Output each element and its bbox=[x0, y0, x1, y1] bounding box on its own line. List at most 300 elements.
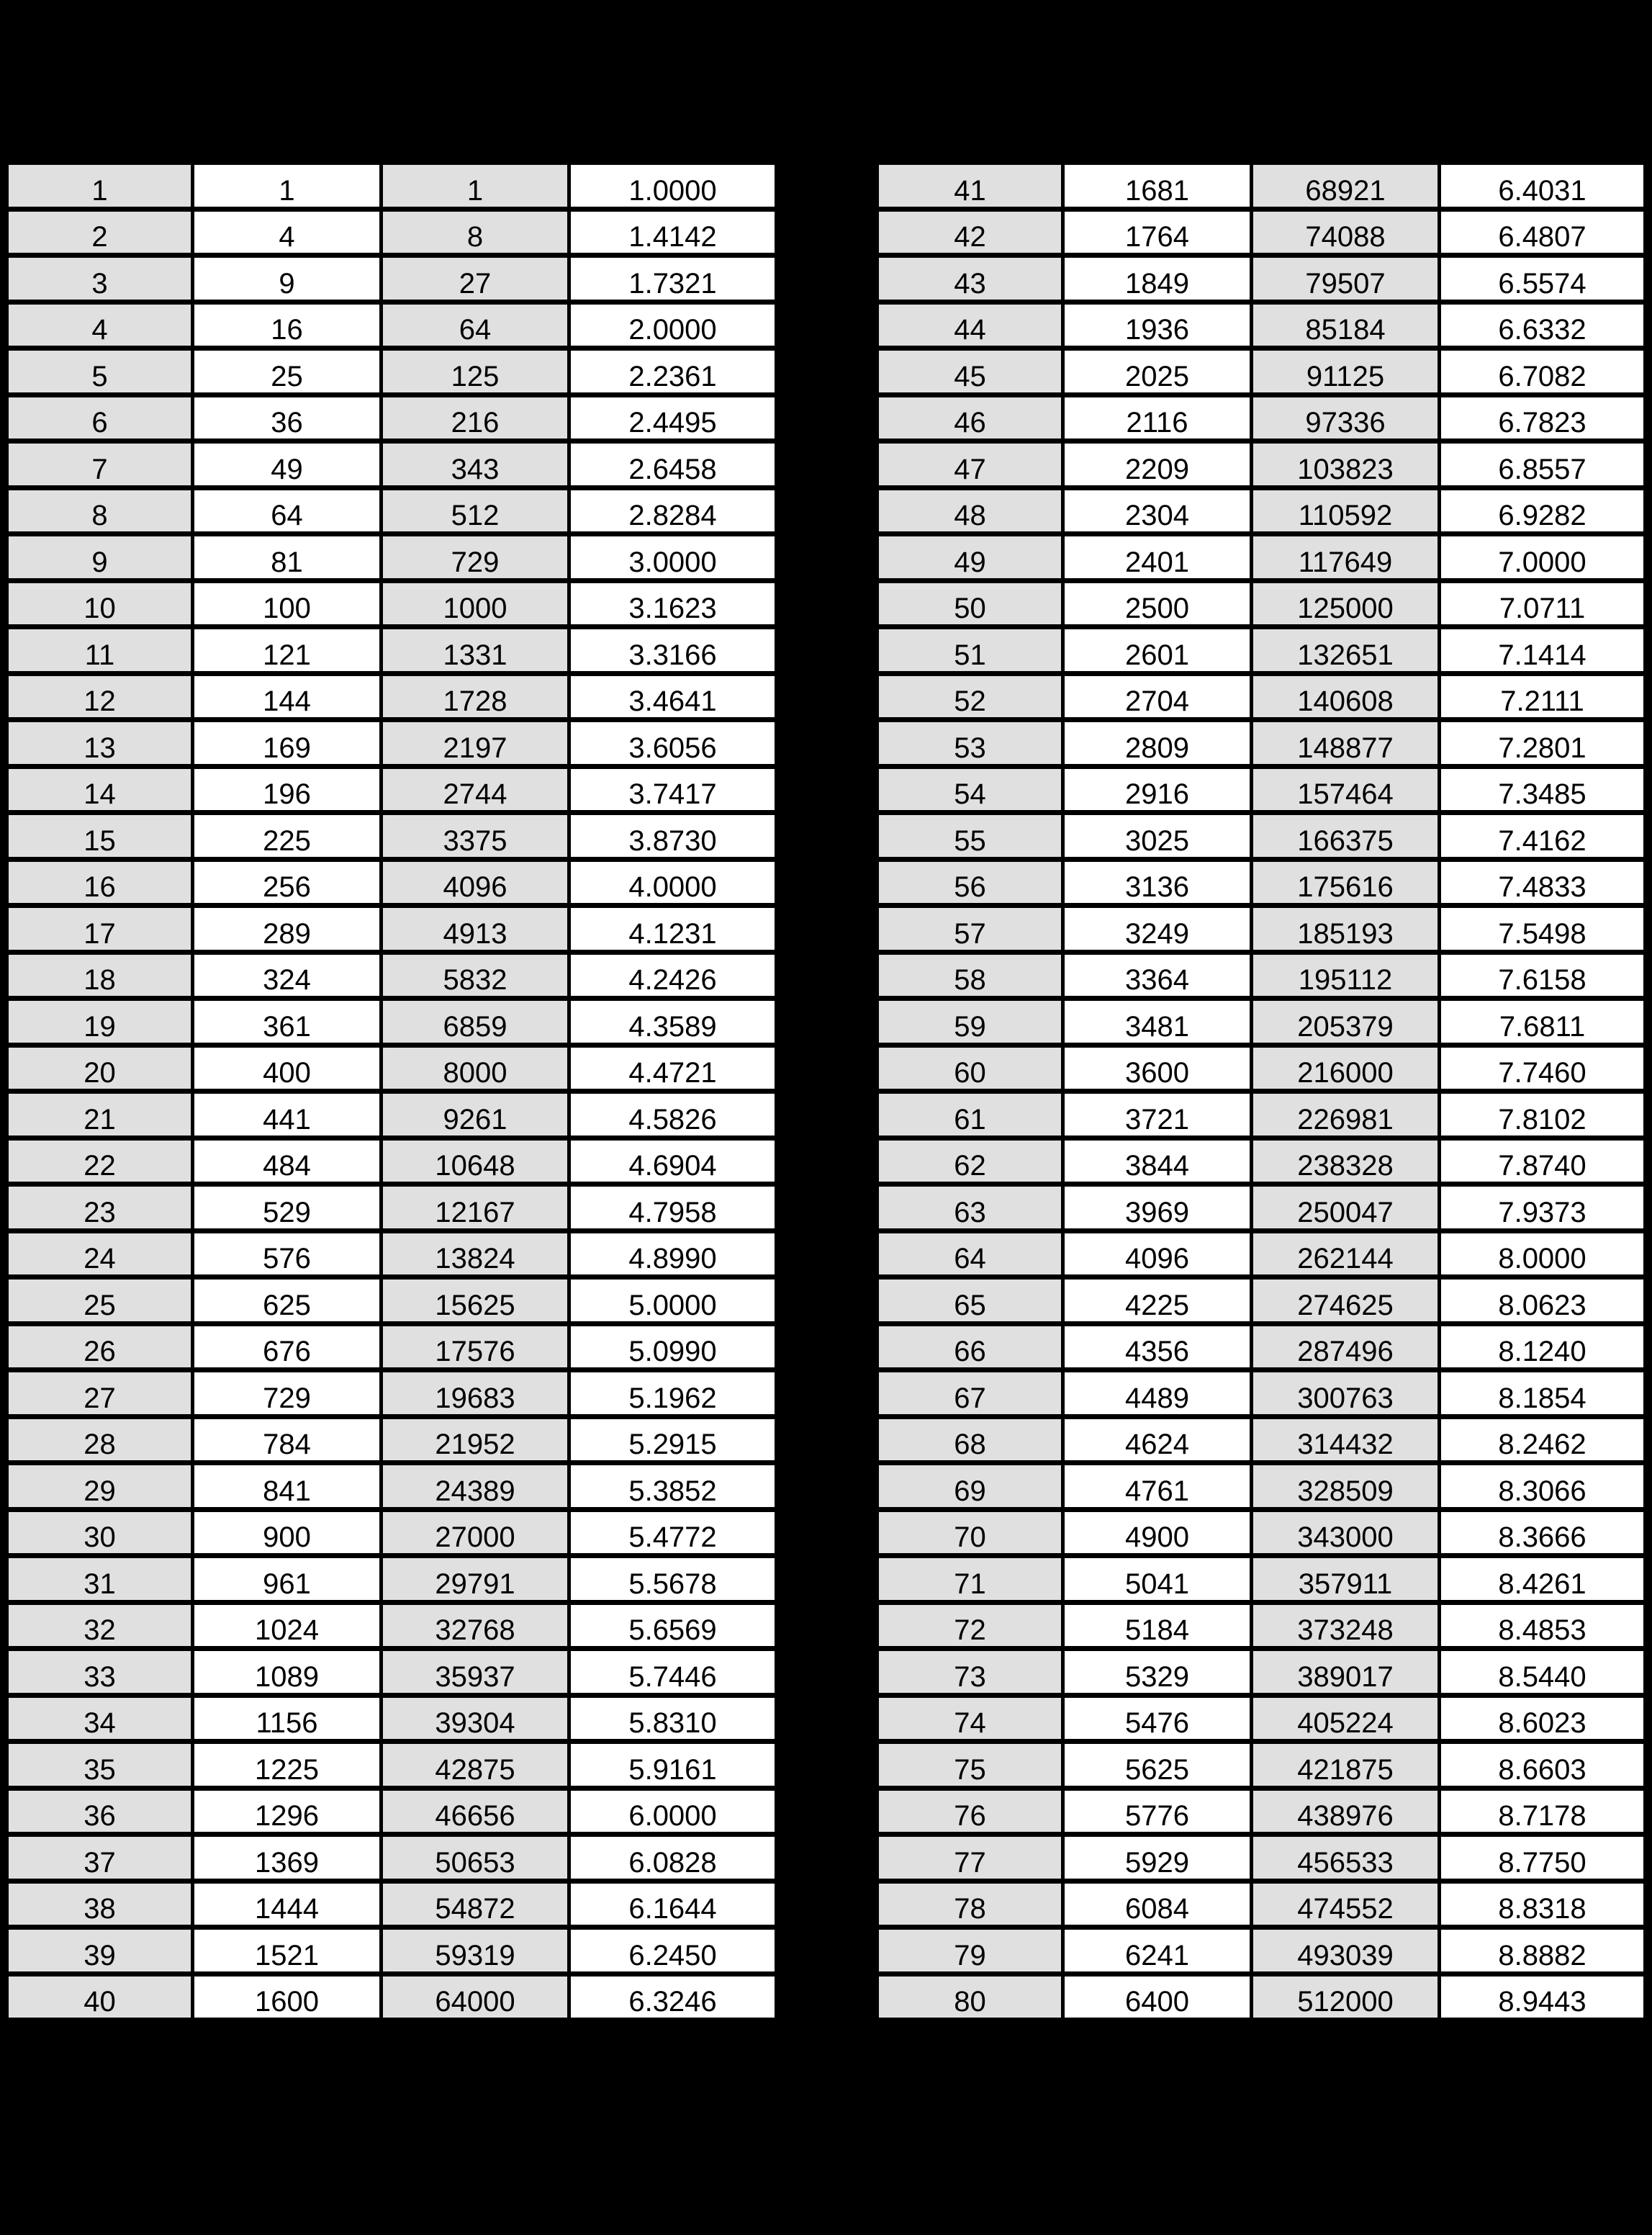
cell-n-cubed: 39304 bbox=[382, 1695, 569, 1742]
cell-n-cubed: 21952 bbox=[382, 1416, 569, 1463]
cell-n: 57 bbox=[877, 906, 1063, 953]
cell-sqrt-n: 7.1414 bbox=[1440, 627, 1646, 674]
cell-n: 60 bbox=[877, 1045, 1063, 1092]
table-row bbox=[7, 673, 777, 720]
cell-n-cubed: 512000 bbox=[1252, 1974, 1440, 2020]
cell-sqrt-n: 8.7750 bbox=[1440, 1835, 1646, 1881]
table-row bbox=[7, 1323, 777, 1370]
cell-n-cubed: 64000 bbox=[382, 1974, 569, 2020]
cell-n-squared: 1444 bbox=[193, 1881, 382, 1928]
cell-n-cubed: 46656 bbox=[382, 1788, 569, 1835]
table-numbers-41-80 bbox=[875, 160, 1647, 2023]
cell-n: 64 bbox=[877, 1231, 1063, 1277]
cell-sqrt-n: 5.8310 bbox=[569, 1695, 777, 1742]
table-row bbox=[877, 487, 1646, 534]
cell-n-squared: 4761 bbox=[1063, 1463, 1252, 1510]
table-numbers-1-40 bbox=[5, 160, 778, 2023]
cell-n: 5 bbox=[7, 348, 193, 395]
cell-n-squared: 900 bbox=[193, 1509, 382, 1556]
cell-n-squared: 1225 bbox=[193, 1742, 382, 1789]
table-row bbox=[877, 209, 1646, 256]
cell-sqrt-n: 6.9282 bbox=[1440, 487, 1646, 534]
cell-sqrt-n: 8.1854 bbox=[1440, 1370, 1646, 1417]
cell-n-cubed: 2197 bbox=[382, 720, 569, 767]
cell-sqrt-n: 4.3589 bbox=[569, 999, 777, 1045]
cell-n: 20 bbox=[7, 1045, 193, 1092]
cell-n-cubed: 29791 bbox=[382, 1556, 569, 1603]
cell-n-squared: 144 bbox=[193, 673, 382, 720]
cell-sqrt-n: 7.0000 bbox=[1440, 534, 1646, 581]
cell-sqrt-n: 4.5826 bbox=[569, 1092, 777, 1138]
table-row bbox=[877, 441, 1646, 488]
cell-sqrt-n: 8.8882 bbox=[1440, 1928, 1646, 1974]
cell-n-cubed: 35937 bbox=[382, 1649, 569, 1696]
cell-n-squared: 196 bbox=[193, 766, 382, 813]
table-row bbox=[7, 1277, 777, 1324]
cell-n-cubed: 300763 bbox=[1252, 1370, 1440, 1417]
table-row bbox=[7, 1370, 777, 1417]
table-row bbox=[7, 1695, 777, 1742]
cell-n: 9 bbox=[7, 534, 193, 581]
table-row bbox=[877, 1974, 1646, 2020]
cell-n: 10 bbox=[7, 580, 193, 627]
table-row bbox=[7, 1138, 777, 1184]
cell-n-squared: 36 bbox=[193, 395, 382, 441]
cell-n-squared: 289 bbox=[193, 906, 382, 953]
cell-n-cubed: 59319 bbox=[382, 1928, 569, 1974]
cell-n-cubed: 474552 bbox=[1252, 1881, 1440, 1928]
table-row bbox=[7, 1974, 777, 2020]
cell-n-squared: 729 bbox=[193, 1370, 382, 1417]
cell-n-squared: 169 bbox=[193, 720, 382, 767]
cell-n-squared: 81 bbox=[193, 534, 382, 581]
cell-n-cubed: 1331 bbox=[382, 627, 569, 674]
table-row bbox=[877, 1370, 1646, 1417]
cell-n: 50 bbox=[877, 580, 1063, 627]
cell-n-squared: 441 bbox=[193, 1092, 382, 1138]
cell-sqrt-n: 8.4261 bbox=[1440, 1556, 1646, 1603]
cell-n-cubed: 24389 bbox=[382, 1463, 569, 1510]
cell-n-squared: 2025 bbox=[1063, 348, 1252, 395]
table-row bbox=[877, 1231, 1646, 1277]
cell-n-cubed: 1 bbox=[382, 163, 569, 210]
table-row bbox=[7, 1602, 777, 1649]
cell-sqrt-n: 1.0000 bbox=[569, 163, 777, 210]
cell-sqrt-n: 4.8990 bbox=[569, 1231, 777, 1277]
table-row bbox=[877, 813, 1646, 860]
table-row bbox=[877, 627, 1646, 674]
table-row bbox=[7, 302, 777, 348]
table-row bbox=[877, 766, 1646, 813]
cell-n: 26 bbox=[7, 1323, 193, 1370]
cell-n-squared: 3249 bbox=[1063, 906, 1252, 953]
cell-n-cubed: 1728 bbox=[382, 673, 569, 720]
cell-n-cubed: 140608 bbox=[1252, 673, 1440, 720]
cell-n: 51 bbox=[877, 627, 1063, 674]
cell-sqrt-n: 3.4641 bbox=[569, 673, 777, 720]
cell-sqrt-n: 8.3066 bbox=[1440, 1463, 1646, 1510]
cell-sqrt-n: 2.2361 bbox=[569, 348, 777, 395]
cell-n-squared: 3969 bbox=[1063, 1184, 1252, 1231]
cell-n-squared: 2809 bbox=[1063, 720, 1252, 767]
cell-n-cubed: 110592 bbox=[1252, 487, 1440, 534]
cell-n: 38 bbox=[7, 1881, 193, 1928]
cell-n-squared: 5625 bbox=[1063, 1742, 1252, 1789]
cell-n: 69 bbox=[877, 1463, 1063, 1510]
table-row bbox=[877, 534, 1646, 581]
cell-n: 16 bbox=[7, 859, 193, 906]
cell-n-squared: 361 bbox=[193, 999, 382, 1045]
cell-n-cubed: 54872 bbox=[382, 1881, 569, 1928]
cell-n: 14 bbox=[7, 766, 193, 813]
cell-n: 80 bbox=[877, 1974, 1063, 2020]
table-row bbox=[7, 580, 777, 627]
cell-n: 49 bbox=[877, 534, 1063, 581]
cell-n-cubed: 438976 bbox=[1252, 1788, 1440, 1835]
cell-n: 35 bbox=[7, 1742, 193, 1789]
cell-sqrt-n: 8.0000 bbox=[1440, 1231, 1646, 1277]
cell-n: 17 bbox=[7, 906, 193, 953]
cell-n: 63 bbox=[877, 1184, 1063, 1231]
table-row bbox=[7, 1184, 777, 1231]
table-row bbox=[877, 1742, 1646, 1789]
cell-sqrt-n: 8.1240 bbox=[1440, 1323, 1646, 1370]
table-row bbox=[7, 487, 777, 534]
cell-sqrt-n: 5.2915 bbox=[569, 1416, 777, 1463]
cell-sqrt-n: 6.4807 bbox=[1440, 209, 1646, 256]
cell-sqrt-n: 1.4142 bbox=[569, 209, 777, 256]
cell-sqrt-n: 6.0828 bbox=[569, 1835, 777, 1881]
cell-sqrt-n: 1.7321 bbox=[569, 256, 777, 302]
cell-n-cubed: 27000 bbox=[382, 1509, 569, 1556]
table-row bbox=[877, 673, 1646, 720]
cell-n-cubed: 389017 bbox=[1252, 1649, 1440, 1696]
cell-n: 24 bbox=[7, 1231, 193, 1277]
cell-n-squared: 784 bbox=[193, 1416, 382, 1463]
cell-n-squared: 529 bbox=[193, 1184, 382, 1231]
table-row bbox=[7, 1649, 777, 1696]
cell-n: 62 bbox=[877, 1138, 1063, 1184]
cell-sqrt-n: 4.6904 bbox=[569, 1138, 777, 1184]
cell-n-cubed: 373248 bbox=[1252, 1602, 1440, 1649]
table-row bbox=[7, 256, 777, 302]
cell-n: 41 bbox=[877, 163, 1063, 210]
cell-n-squared: 961 bbox=[193, 1556, 382, 1603]
table-row bbox=[7, 1231, 777, 1277]
table-row bbox=[877, 348, 1646, 395]
cell-sqrt-n: 2.6458 bbox=[569, 441, 777, 488]
cell-n-cubed: 405224 bbox=[1252, 1695, 1440, 1742]
cell-n-squared: 6241 bbox=[1063, 1928, 1252, 1974]
cell-n: 72 bbox=[877, 1602, 1063, 1649]
table-row bbox=[7, 766, 777, 813]
cell-n-cubed: 68921 bbox=[1252, 163, 1440, 210]
cell-n-squared: 256 bbox=[193, 859, 382, 906]
cell-n-cubed: 421875 bbox=[1252, 1742, 1440, 1789]
cell-n-cubed: 238328 bbox=[1252, 1138, 1440, 1184]
cell-sqrt-n: 5.0000 bbox=[569, 1277, 777, 1324]
table-row bbox=[877, 1092, 1646, 1138]
cell-sqrt-n: 3.0000 bbox=[569, 534, 777, 581]
cell-n-squared: 5184 bbox=[1063, 1602, 1252, 1649]
table-row bbox=[7, 1045, 777, 1092]
cell-sqrt-n: 7.7460 bbox=[1440, 1045, 1646, 1092]
cell-sqrt-n: 7.2801 bbox=[1440, 720, 1646, 767]
cell-n: 12 bbox=[7, 673, 193, 720]
cell-n-squared: 2704 bbox=[1063, 673, 1252, 720]
table-row bbox=[7, 999, 777, 1045]
cell-n-squared: 121 bbox=[193, 627, 382, 674]
cell-n: 79 bbox=[877, 1928, 1063, 1974]
cell-sqrt-n: 6.8557 bbox=[1440, 441, 1646, 488]
cell-n-squared: 400 bbox=[193, 1045, 382, 1092]
cell-n-cubed: 42875 bbox=[382, 1742, 569, 1789]
cell-n-cubed: 250047 bbox=[1252, 1184, 1440, 1231]
cell-n: 6 bbox=[7, 395, 193, 441]
cell-n-cubed: 328509 bbox=[1252, 1463, 1440, 1510]
cell-n-cubed: 17576 bbox=[382, 1323, 569, 1370]
cell-n: 53 bbox=[877, 720, 1063, 767]
cell-n-cubed: 166375 bbox=[1252, 813, 1440, 860]
cell-sqrt-n: 6.0000 bbox=[569, 1788, 777, 1835]
cell-n-squared: 324 bbox=[193, 952, 382, 999]
cell-n-squared: 4489 bbox=[1063, 1370, 1252, 1417]
cell-sqrt-n: 8.2462 bbox=[1440, 1416, 1646, 1463]
cell-n: 40 bbox=[7, 1974, 193, 2020]
tables-container bbox=[5, 160, 1647, 2023]
cell-n-squared: 1849 bbox=[1063, 256, 1252, 302]
cell-n: 61 bbox=[877, 1092, 1063, 1138]
cell-n-squared: 100 bbox=[193, 580, 382, 627]
cell-n: 75 bbox=[877, 1742, 1063, 1789]
table-row bbox=[7, 395, 777, 441]
cell-n-cubed: 729 bbox=[382, 534, 569, 581]
cell-sqrt-n: 8.0623 bbox=[1440, 1277, 1646, 1324]
cell-n-squared: 2116 bbox=[1063, 395, 1252, 441]
table-row bbox=[877, 1416, 1646, 1463]
cell-sqrt-n: 6.3246 bbox=[569, 1974, 777, 2020]
cell-n-cubed: 8 bbox=[382, 209, 569, 256]
table-row bbox=[7, 348, 777, 395]
cell-sqrt-n: 5.6569 bbox=[569, 1602, 777, 1649]
cell-sqrt-n: 5.0990 bbox=[569, 1323, 777, 1370]
table-row bbox=[877, 999, 1646, 1045]
cell-n-squared: 576 bbox=[193, 1231, 382, 1277]
table-row bbox=[877, 1602, 1646, 1649]
table-row bbox=[7, 1463, 777, 1510]
cell-sqrt-n: 6.4031 bbox=[1440, 163, 1646, 210]
cell-n: 46 bbox=[877, 395, 1063, 441]
cell-n: 55 bbox=[877, 813, 1063, 860]
cell-n-cubed: 91125 bbox=[1252, 348, 1440, 395]
cell-n-cubed: 79507 bbox=[1252, 256, 1440, 302]
cell-sqrt-n: 7.6158 bbox=[1440, 952, 1646, 999]
table-row bbox=[877, 1928, 1646, 1974]
table-row bbox=[7, 441, 777, 488]
cell-n-squared: 6400 bbox=[1063, 1974, 1252, 2020]
cell-sqrt-n: 4.1231 bbox=[569, 906, 777, 953]
table-row bbox=[877, 859, 1646, 906]
cell-n-squared: 3600 bbox=[1063, 1045, 1252, 1092]
cell-n-cubed: 3375 bbox=[382, 813, 569, 860]
cell-n-squared: 841 bbox=[193, 1463, 382, 1510]
cell-n: 58 bbox=[877, 952, 1063, 999]
cell-n-cubed: 216 bbox=[382, 395, 569, 441]
cell-sqrt-n: 2.8284 bbox=[569, 487, 777, 534]
cell-n-squared: 1156 bbox=[193, 1695, 382, 1742]
cell-n-squared: 4900 bbox=[1063, 1509, 1252, 1556]
table-row bbox=[877, 302, 1646, 348]
cell-sqrt-n: 6.7082 bbox=[1440, 348, 1646, 395]
cell-n-squared: 4356 bbox=[1063, 1323, 1252, 1370]
cell-n-cubed: 1000 bbox=[382, 580, 569, 627]
cell-n-cubed: 493039 bbox=[1252, 1928, 1440, 1974]
cell-n: 65 bbox=[877, 1277, 1063, 1324]
cell-n: 39 bbox=[7, 1928, 193, 1974]
cell-n: 11 bbox=[7, 627, 193, 674]
cell-sqrt-n: 4.7958 bbox=[569, 1184, 777, 1231]
table-row bbox=[877, 1556, 1646, 1603]
cell-n-cubed: 216000 bbox=[1252, 1045, 1440, 1092]
header-band bbox=[0, 0, 1652, 160]
cell-sqrt-n: 8.8318 bbox=[1440, 1881, 1646, 1928]
cell-n: 56 bbox=[877, 859, 1063, 906]
cell-sqrt-n: 7.4162 bbox=[1440, 813, 1646, 860]
cell-n: 32 bbox=[7, 1602, 193, 1649]
cell-n: 28 bbox=[7, 1416, 193, 1463]
cell-n: 54 bbox=[877, 766, 1063, 813]
table-row bbox=[7, 1416, 777, 1463]
cell-sqrt-n: 4.0000 bbox=[569, 859, 777, 906]
cell-n-cubed: 64 bbox=[382, 302, 569, 348]
cell-n-squared: 484 bbox=[193, 1138, 382, 1184]
cell-n-squared: 1024 bbox=[193, 1602, 382, 1649]
cell-n-cubed: 74088 bbox=[1252, 209, 1440, 256]
table-row bbox=[877, 1788, 1646, 1835]
cell-n-cubed: 125000 bbox=[1252, 580, 1440, 627]
cell-sqrt-n: 6.7823 bbox=[1440, 395, 1646, 441]
cell-n: 8 bbox=[7, 487, 193, 534]
cell-n-squared: 5329 bbox=[1063, 1649, 1252, 1696]
cell-n-squared: 25 bbox=[193, 348, 382, 395]
cell-n-squared: 1521 bbox=[193, 1928, 382, 1974]
cell-sqrt-n: 3.6056 bbox=[569, 720, 777, 767]
cell-n-cubed: 6859 bbox=[382, 999, 569, 1045]
table-row bbox=[877, 1835, 1646, 1881]
cell-n-squared: 3844 bbox=[1063, 1138, 1252, 1184]
cell-sqrt-n: 8.4853 bbox=[1440, 1602, 1646, 1649]
cell-n-squared: 1936 bbox=[1063, 302, 1252, 348]
cell-n: 3 bbox=[7, 256, 193, 302]
cell-n-cubed: 32768 bbox=[382, 1602, 569, 1649]
cell-sqrt-n: 4.2426 bbox=[569, 952, 777, 999]
cell-n-squared: 1296 bbox=[193, 1788, 382, 1835]
cell-n-squared: 5929 bbox=[1063, 1835, 1252, 1881]
table-row bbox=[7, 906, 777, 953]
cell-n-squared: 2601 bbox=[1063, 627, 1252, 674]
cell-n-squared: 2304 bbox=[1063, 487, 1252, 534]
table-row bbox=[877, 256, 1646, 302]
cell-n-squared: 1681 bbox=[1063, 163, 1252, 210]
cell-sqrt-n: 8.6023 bbox=[1440, 1695, 1646, 1742]
cell-n-squared: 3136 bbox=[1063, 859, 1252, 906]
cell-n-cubed: 132651 bbox=[1252, 627, 1440, 674]
cell-n: 36 bbox=[7, 1788, 193, 1835]
cell-n: 34 bbox=[7, 1695, 193, 1742]
cell-n-squared: 676 bbox=[193, 1323, 382, 1370]
cell-n: 76 bbox=[877, 1788, 1063, 1835]
cell-n: 44 bbox=[877, 302, 1063, 348]
cell-sqrt-n: 8.3666 bbox=[1440, 1509, 1646, 1556]
cell-n: 30 bbox=[7, 1509, 193, 1556]
cell-n-squared: 2916 bbox=[1063, 766, 1252, 813]
table-row bbox=[7, 859, 777, 906]
cell-n-squared: 3481 bbox=[1063, 999, 1252, 1045]
cell-n: 21 bbox=[7, 1092, 193, 1138]
table-row bbox=[7, 1788, 777, 1835]
cell-n: 2 bbox=[7, 209, 193, 256]
cell-n-squared: 5776 bbox=[1063, 1788, 1252, 1835]
cell-n: 42 bbox=[877, 209, 1063, 256]
cell-n-squared: 2209 bbox=[1063, 441, 1252, 488]
cell-sqrt-n: 7.5498 bbox=[1440, 906, 1646, 953]
cell-n-squared: 3025 bbox=[1063, 813, 1252, 860]
cell-n-cubed: 157464 bbox=[1252, 766, 1440, 813]
cell-n-cubed: 357911 bbox=[1252, 1556, 1440, 1603]
cell-n: 48 bbox=[877, 487, 1063, 534]
cell-n-cubed: 85184 bbox=[1252, 302, 1440, 348]
cell-n: 52 bbox=[877, 673, 1063, 720]
cell-n-squared: 1764 bbox=[1063, 209, 1252, 256]
table-row bbox=[7, 163, 777, 210]
cell-n-squared: 4225 bbox=[1063, 1277, 1252, 1324]
cell-sqrt-n: 5.1962 bbox=[569, 1370, 777, 1417]
cell-n-cubed: 148877 bbox=[1252, 720, 1440, 767]
cell-n-squared: 5041 bbox=[1063, 1556, 1252, 1603]
cell-sqrt-n: 6.2450 bbox=[569, 1928, 777, 1974]
table-row bbox=[877, 1277, 1646, 1324]
cell-n-squared: 4096 bbox=[1063, 1231, 1252, 1277]
cell-n-squared: 49 bbox=[193, 441, 382, 488]
cell-sqrt-n: 6.6332 bbox=[1440, 302, 1646, 348]
cell-n: 74 bbox=[877, 1695, 1063, 1742]
cell-n: 68 bbox=[877, 1416, 1063, 1463]
cell-n-cubed: 125 bbox=[382, 348, 569, 395]
table-row bbox=[7, 1556, 777, 1603]
cell-n-squared: 3364 bbox=[1063, 952, 1252, 999]
cell-n-cubed: 175616 bbox=[1252, 859, 1440, 906]
cell-sqrt-n: 4.4721 bbox=[569, 1045, 777, 1092]
cell-n-squared: 5476 bbox=[1063, 1695, 1252, 1742]
cell-n: 4 bbox=[7, 302, 193, 348]
cell-n-cubed: 2744 bbox=[382, 766, 569, 813]
table-row bbox=[7, 720, 777, 767]
cell-n-squared: 2500 bbox=[1063, 580, 1252, 627]
cell-n: 13 bbox=[7, 720, 193, 767]
table-row bbox=[877, 1463, 1646, 1510]
cell-sqrt-n: 8.5440 bbox=[1440, 1649, 1646, 1696]
table-row bbox=[7, 952, 777, 999]
cell-sqrt-n: 7.8102 bbox=[1440, 1092, 1646, 1138]
cell-n-cubed: 5832 bbox=[382, 952, 569, 999]
cell-n-cubed: 50653 bbox=[382, 1835, 569, 1881]
cell-sqrt-n: 2.4495 bbox=[569, 395, 777, 441]
table-row bbox=[877, 1138, 1646, 1184]
cell-n-squared: 64 bbox=[193, 487, 382, 534]
cell-n-cubed: 12167 bbox=[382, 1184, 569, 1231]
cell-sqrt-n: 2.0000 bbox=[569, 302, 777, 348]
table-row bbox=[7, 1092, 777, 1138]
